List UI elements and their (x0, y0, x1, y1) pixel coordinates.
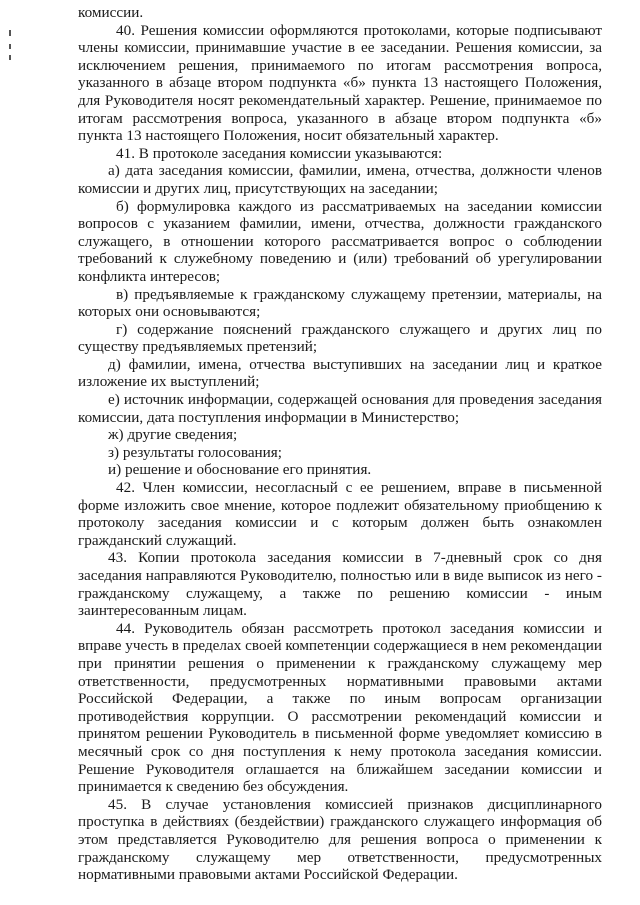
paragraph-41-z: з) результаты голосования; (108, 443, 283, 461)
paragraph-40: 40. Решения комиссии оформляются протоколами, которые подписывают члены комиссии, принимавшие участие в ее заседании. Решения комиссии, за исключением решения, принимаемого по итогам рассмотрения вопроса, указанного в абзаце втором подпункта «б» пункта 13 настоящего Положения, для Руководителя носят рекомендательный характер. Решение, принимаемое по итогам рассмотрения вопроса, указанного в абзаце втором подпункта «б» пункта 13 настоящего Положения, носит обязательный характер. (78, 21, 602, 145)
paragraph-41-b: б) формулировка каждого из рассматриваемых на заседании комиссии вопросов с указанием фамилии, имени, отчества, должности гражданского служащего, в отношении которого рассматривается вопрос о соблюдении требований к служебному поведению и (или) требований об урегулировании конфликта интересов; (78, 197, 602, 285)
document-page (78, 4, 602, 884)
paragraph-continuation: комиссии. (78, 4, 144, 21)
paragraph-41-zh: ж) другие сведения; (108, 426, 238, 444)
paragraph-41-d: д) фамилии, имена, отчества выступивших на заседании лиц и краткое изложение их выступлений; (78, 355, 602, 391)
paragraph-45: 45. В случае установления комиссией признаков дисциплинарного проступка в действиях (бездействии) гражданского служащего информация об этом представляется Руководителю для решения вопроса о применении к гражданскому служащему мер ответственности, предусмотренных нормативными правовыми актами Российской Федерации. (78, 795, 602, 884)
paragraph-41-e: е) источник информации, содержащей основания для проведения заседания комиссии, дата поступления информации в Министерство; (78, 391, 602, 426)
paragraph-41-a: а) дата заседания комиссии, фамилии, имена, отчества, должности членов комиссии и других лиц, присутствующих на заседании; (78, 162, 602, 197)
paragraph-43: 43. Копии протокола заседания комиссии в 7-дневный срок со дня заседания направляются Руководителю, полностью или в виде выписок из него - гражданскому служащему, а также по решению комиссии - иным заинтересованным лицам. (78, 549, 602, 620)
paragraph-44: 44. Руководитель обязан рассмотреть протокол заседания комиссии и вправе учесть в пределах своей компетенции содержащиеся в нем рекомендации при принятии решения о применении к гражданскому служащему мер ответственности, предусмотренных нормативными правовыми актами Российской Федерации, а также по иным вопросам организации противодействия коррупции. О рассмотрении рекомендаций комиссии и принятом решении Руководитель в письменной форме уведомляет комиссию в месячный срок со дня поступления к нему протокола заседания комиссии. Решение Руководителя оглашается на ближайшем заседании комиссии и принимается к сведению без обсуждения. (78, 619, 602, 796)
paragraph-42: 42. Член комиссии, несогласный с ее решением, вправе в письменной форме изложить свое мнение, которое подлежит обязательному приобщению к протоколу заседания комиссии и с которым должен быть ознакомлен гражданский служащий. (78, 479, 602, 549)
paragraph-41-i: и) решение и обоснование его принятия. (108, 461, 372, 479)
paragraph-41: 41. В протоколе заседания комиссии указываются: (116, 144, 443, 162)
binding-marks (6, 30, 14, 70)
paragraph-41-g: г) содержание пояснений гражданского служащего и других лиц по существу предъявляемых претензий; (78, 320, 602, 356)
paragraph-41-v: в) предъявляемые к гражданскому служащему претензии, материалы, на которых они основываются; (78, 285, 602, 321)
